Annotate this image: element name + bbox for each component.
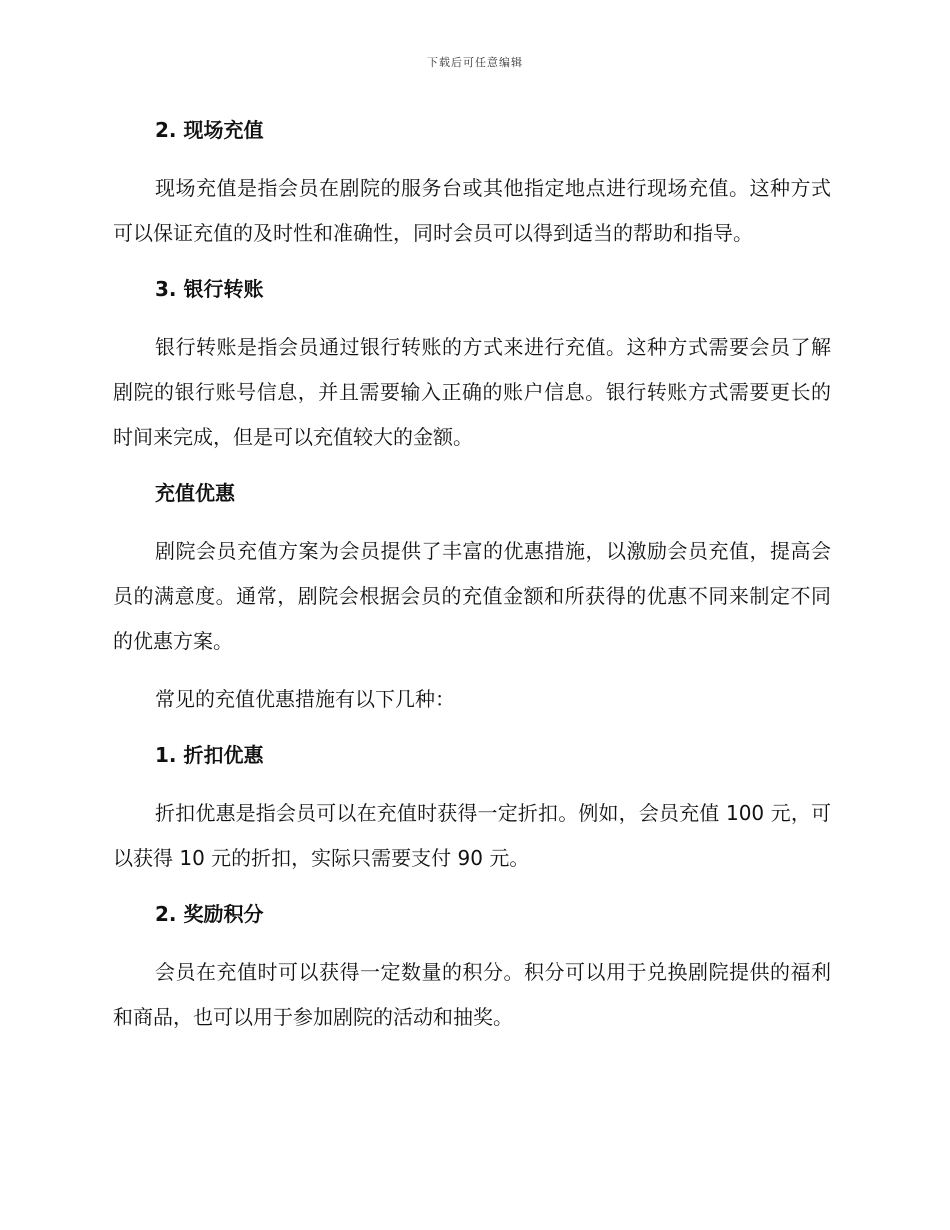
document-body — [113, 110, 831, 1040]
paragraph-bank-transfer: 银行转账是指会员通过银行转账的方式来进行充值。这种方式需要会员了解剧院的银行账号信息，并且需要输入正确的账户信息。银行转账方式需要更长的时间来完成，但是可以充值较大的金额。 — [113, 335, 831, 449]
paragraph-common-offers: 常见的充值优惠措施有以下几种： — [155, 687, 455, 711]
section-heading-onsite-recharge: 2. 现场充值 — [155, 118, 264, 142]
page-header: 下载后可任意编辑 — [427, 56, 523, 69]
section-heading-bank-transfer: 3. 银行转账 — [155, 277, 264, 301]
section-heading-recharge-offers: 充值优惠 — [155, 481, 235, 505]
section-heading-reward-points: 2. 奖励积分 — [155, 902, 264, 926]
paragraph-recharge-offers: 剧院会员充值方案为会员提供了丰富的优惠措施，以激励会员充值，提高会员的满意度。通常，剧院会根据会员的充值金额和所获得的优惠不同来制定不同的优惠方案。 — [113, 539, 831, 653]
section-heading-discount: 1. 折扣优惠 — [155, 743, 264, 767]
paragraph-onsite-recharge: 现场充值是指会员在剧院的服务台或其他指定地点进行现场充值。这种方式可以保证充值的及时性和准确性，同时会员可以得到适当的帮助和指导。 — [113, 176, 831, 245]
paragraph-discount: 折扣优惠是指会员可以在充值时获得一定折扣。例如，会员充值 100 元，可以获得 10 元的折扣，实际只需要支付 90 元。 — [113, 801, 831, 870]
paragraph-reward-points: 会员在充值时可以获得一定数量的积分。积分可以用于兑换剧院提供的福利和商品，也可以用于参加剧院的活动和抽奖。 — [113, 960, 831, 1029]
